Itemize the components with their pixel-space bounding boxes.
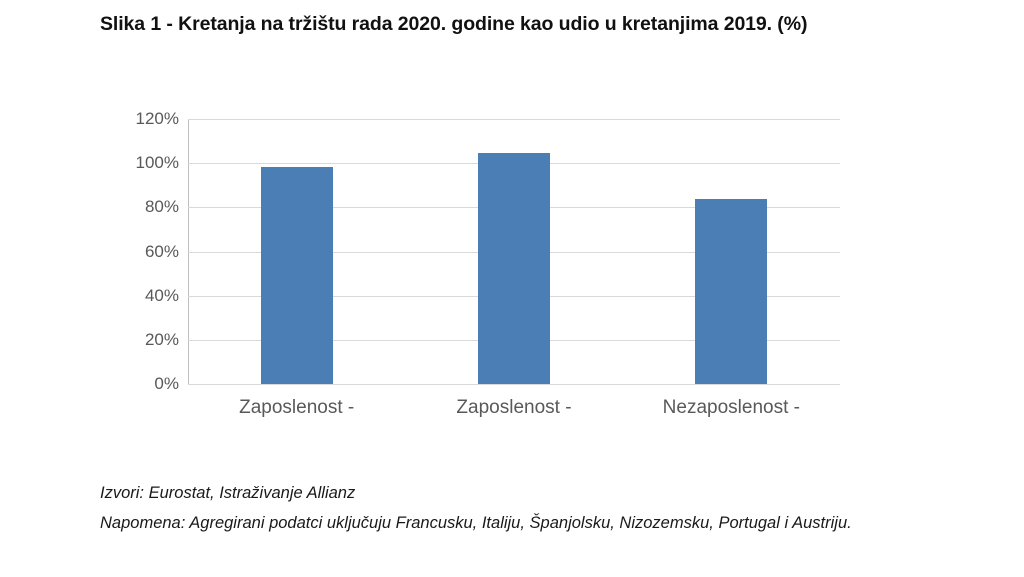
bar-slot bbox=[623, 120, 840, 384]
x-tick-label: Zaposlenost - bbox=[239, 397, 355, 418]
y-tick-label: 100% bbox=[135, 153, 179, 173]
bar-series bbox=[188, 120, 840, 384]
y-tick-label: 120% bbox=[135, 109, 179, 128]
remark-note: Napomena: Agregirani podatci uključuju Francusku, Italiju, Španjolsku, Nizozemsku, Portugal i Austriju. bbox=[100, 514, 852, 532]
x-tick-label: Zaposlenost - bbox=[456, 397, 572, 418]
sources-note: Izvori: Eurostat, Istraživanje Allianz bbox=[100, 484, 356, 502]
x-tick-label: Nezaposlenost - bbox=[662, 397, 800, 418]
y-tick-label: 40% bbox=[144, 285, 179, 305]
bar-zaposlenost-1[interactable] bbox=[261, 167, 333, 384]
bar-zaposlenost-2[interactable] bbox=[478, 153, 550, 384]
y-tick-label: 60% bbox=[144, 241, 179, 261]
page-title: Slika 1 - Kretanja na tržištu rada 2020. godine kao udio u kretanjima 2019. (%) bbox=[100, 13, 808, 35]
bar-nezaposlenost[interactable] bbox=[695, 199, 767, 384]
plot-area bbox=[135, 109, 840, 393]
figure-notes bbox=[100, 478, 875, 538]
y-tick-label: 20% bbox=[144, 329, 179, 349]
bar-slot bbox=[188, 120, 405, 384]
y-tick-label: 80% bbox=[144, 197, 179, 217]
bar-chart bbox=[100, 105, 860, 455]
x-axis-labels bbox=[188, 393, 840, 422]
bar-slot bbox=[405, 120, 622, 384]
y-tick-label: 0% bbox=[154, 374, 179, 393]
gridline bbox=[154, 374, 840, 393]
